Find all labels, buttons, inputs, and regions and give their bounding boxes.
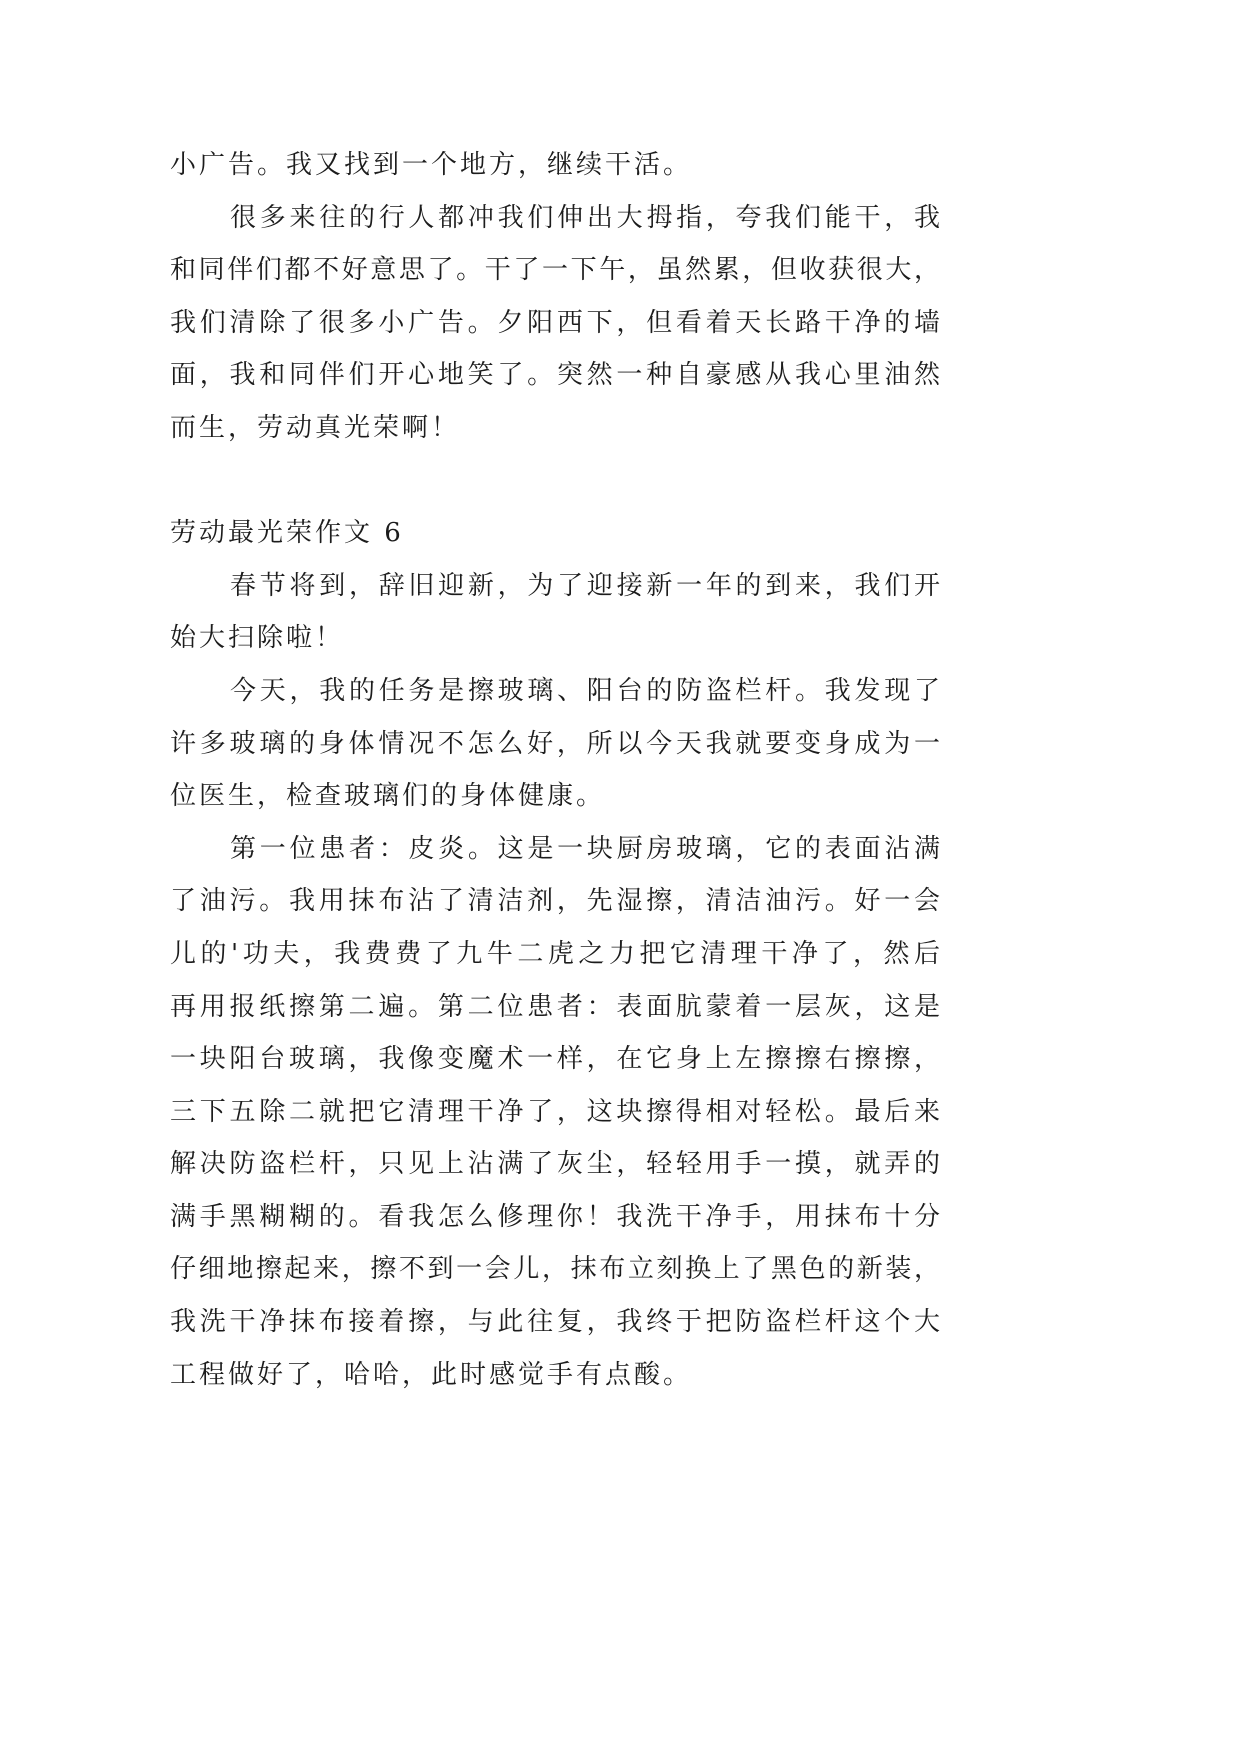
paragraph-line: 第一位患者：皮炎。这是一块厨房玻璃，它的表面沾满 [230, 833, 940, 864]
paragraph-line: 我们清除了很多小广告。夕阳西下，但看着天长路干净的墙 [170, 307, 940, 338]
paragraph [170, 823, 940, 1402]
paragraph-line: 了油污。我用抹布沾了清洁剂，先湿擦，清洁油污。好一会 [170, 886, 940, 917]
paragraph-line: 位医生，检查玻璃们的身体健康。 [170, 781, 606, 812]
paragraph [170, 665, 940, 823]
paragraph-line: 许多玻璃的身体情况不怎么好，所以今天我就要变身成为一 [170, 728, 940, 759]
paragraph-spacer [170, 455, 940, 508]
paragraph-line: 春节将到，辞旧迎新，为了迎接新一年的到来，我们开 [230, 570, 940, 601]
essay-title: 劳动最光荣作文 6 [170, 518, 404, 549]
paragraph-line: 面，我和同伴们开心地笑了。突然一种自豪感从我心里油然 [170, 360, 940, 391]
paragraph-line: 工程做好了，哈哈，此时感觉手有点酸。 [170, 1359, 693, 1390]
essay-title-block [170, 507, 940, 560]
paragraph-line: 今天，我的任务是擦玻璃、阳台的防盗栏杆。我发现了 [230, 675, 940, 706]
document-body [170, 139, 940, 1401]
paragraph-line: 仔细地擦起来，擦不到一会儿，抹布立刻换上了黑色的新装， [170, 1254, 940, 1285]
paragraph-line: 满手黑糊糊的。看我怎么修理你！我洗干净手，用抹布十分 [170, 1201, 940, 1232]
paragraph-line: 再用报纸擦第二遍。第二位患者：表面肮蒙着一层灰，这是 [170, 991, 940, 1022]
paragraph [170, 192, 940, 455]
paragraph-line: 和同伴们都不好意思了。干了一下午，虽然累，但收获很大， [170, 255, 940, 286]
paragraph-line: 解决防盗栏杆，只见上沾满了灰尘，轻轻用手一摸，就弄的 [170, 1149, 940, 1180]
paragraph-line: 三下五除二就把它清理干净了，这块擦得相对轻松。最后来 [170, 1096, 940, 1127]
paragraph-line: 儿的'功夫，我费费了九牛二虎之力把它清理干净了，然后 [170, 938, 940, 969]
paragraph-line: 很多来往的行人都冲我们伸出大拇指，夸我们能干，我 [230, 202, 940, 233]
paragraph [170, 139, 940, 192]
paragraph-line: 小广告。我又找到一个地方，继续干活。 [170, 150, 693, 180]
paragraph-line: 始大扫除啦！ [170, 623, 345, 654]
paragraph-line: 而生，劳动真光荣啊！ [170, 412, 461, 443]
paragraph [170, 560, 940, 665]
paragraph-line: 我洗干净抹布接着擦，与此往复，我终于把防盗栏杆这个大 [170, 1307, 940, 1338]
paragraph-line: 一块阳台玻璃，我像变魔术一样，在它身上左擦擦右擦擦， [170, 1044, 940, 1075]
